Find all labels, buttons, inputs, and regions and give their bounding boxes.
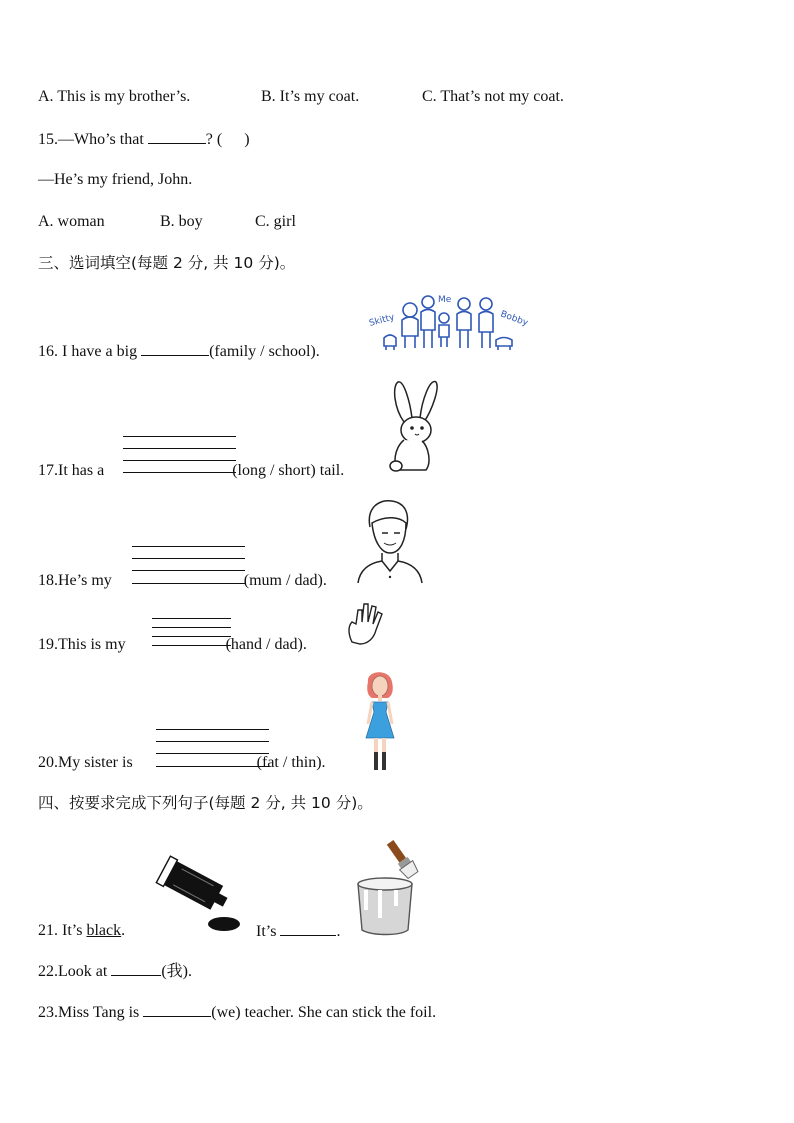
q17-end: (long / short) tail. (232, 462, 345, 479)
rabbit-image (382, 378, 442, 474)
q15-option-c: C. girl (255, 213, 296, 230)
q15-option-a: A. woman (38, 213, 105, 230)
q18-sentence (38, 571, 327, 591)
hand-image (344, 600, 388, 646)
dad-image (356, 497, 426, 583)
q22-end: (我). (161, 963, 192, 980)
q23-end: (we) teacher. She can stick the foil. (211, 1004, 437, 1021)
q23-sentence (38, 1002, 436, 1023)
white-paint-bucket-image (350, 832, 434, 938)
q15-prompt (38, 129, 250, 150)
q14-options (38, 87, 190, 107)
q19-start: 19.This is my (38, 636, 126, 653)
q16-end: (family / school). (209, 343, 320, 360)
q23-start: 23.Miss Tang is (38, 1004, 140, 1021)
q14-option-b: B. It’s my coat. (261, 88, 360, 105)
black-paint-tube-image (150, 862, 246, 934)
q21-period: . (121, 922, 126, 939)
family-label-me: Me (438, 295, 452, 305)
q21-start: 21. It’s (38, 922, 83, 939)
q23-blank[interactable] (143, 1002, 211, 1017)
q20-start: 20.My sister is (38, 754, 133, 771)
q22-blank[interactable] (111, 961, 161, 976)
q16-start: 16. I have a big (38, 343, 138, 360)
sister-image (360, 668, 400, 772)
family-image (364, 290, 530, 354)
q15-answer: —He’s my friend, John. (38, 171, 193, 188)
q18-end: (mum / dad). (243, 572, 327, 589)
q17-sentence (38, 461, 344, 481)
q19-end: (hand / dad). (225, 636, 307, 653)
q17-start: 17.It has a (38, 462, 105, 479)
q15-prompt-end: ? ( (205, 131, 223, 148)
q15-paren-close: ) (244, 131, 250, 148)
q21-second-part (256, 921, 340, 942)
section-4-heading: 四、按要求完成下列句子(每题 2 分, 共 10 分)。 (38, 794, 373, 812)
q21-blank[interactable] (280, 921, 336, 936)
q18-start: 18.He’s my (38, 572, 112, 589)
family-label-skitty: Skitty (368, 312, 396, 329)
q16-blank[interactable] (141, 341, 209, 356)
family-label-bobby: Bobby (498, 309, 530, 329)
q14-option-a: A. This is my brother’s. (38, 88, 191, 105)
q14-option-c: C. That’s not my coat. (422, 88, 564, 105)
q15-blank[interactable] (148, 129, 206, 144)
q15-option-b: B. boy (160, 213, 203, 230)
q15-prompt-start: 15.—Who’s that (38, 131, 144, 148)
q22-start: 22.Look at (38, 963, 108, 980)
q21-second-start: It’s (256, 923, 277, 940)
q21-underlined-word: black (86, 922, 122, 939)
q20-sentence (38, 753, 326, 773)
section-3-heading: 三、选词填空(每题 2 分, 共 10 分)。 (38, 254, 296, 272)
q21-sentence (38, 921, 125, 941)
q20-end: (fat / thin). (256, 754, 326, 771)
q22-sentence (38, 961, 192, 982)
q21-end-period: . (336, 923, 341, 940)
q16-sentence (38, 341, 320, 362)
